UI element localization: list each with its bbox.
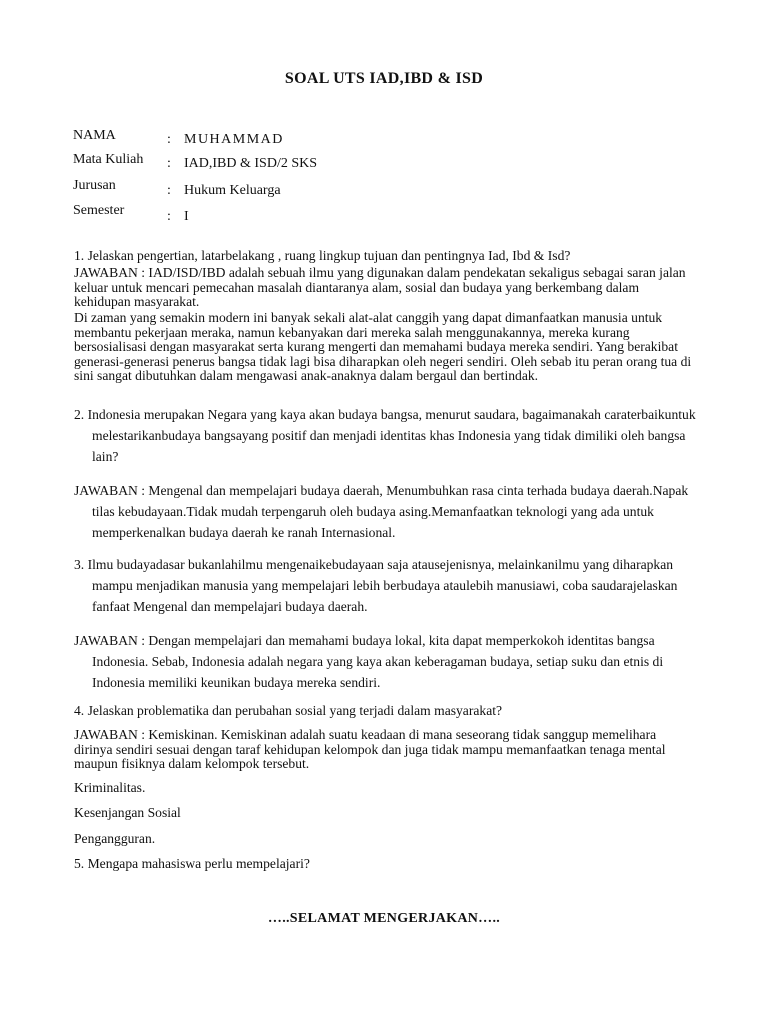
info-value-nama: MUHAMMAD [184, 132, 284, 147]
info-label-jurusan: Jurusan [73, 178, 116, 193]
question-3: 3. Ilmu budayadasar bukanlahilmu mengenaikebudayaan saja atausejenisnya, melainkanilmu yang diharapkan mampu menjadikan manusia yang mempelajari lebih berbudaya ataulebih manusiawi, coba saudarajelaskan fanfaat Mengenal dan mempelajari budaya daerah. [74, 557, 678, 614]
answer-1: JAWABAN : IAD/ISD/IBD adalah sebuah ilmu yang digunakan dalam pendekatan sekaligus sebagai saran jalan keluar untuk mencari pemecahan masalah diantaranya alam, sosial dan budaya yang berkembang dalam kehidupan masyarakat. [74, 265, 686, 309]
list-item: Kriminalitas. [74, 780, 146, 795]
question-4: 4. Jelaskan problematika dan perubahan sosial yang terjadi dalam masyarakat? [74, 703, 503, 718]
answer-2: JAWABAN : Mengenal dan mempelajari budaya daerah, Menumbuhkan rasa cinta terhada budaya daerah.Napak tilas kebudayaan.Tidak mudah terpengaruh oleh budaya asing.Memanfaatkan teknologi yang ada untuk memperkenalkan budaya daerah ke ranah Internasional. [74, 483, 689, 540]
info-label-semester: Semester [73, 203, 125, 218]
document-title: SOAL UTS IAD,IBD & ISD [284, 70, 484, 87]
question-1: 1. Jelaskan pengertian, latarbelakang , ruang lingkup tujuan dan pentingnya Iad, Ibd & Isd? [74, 248, 571, 263]
info-colon: : [167, 183, 171, 198]
closing-message: …..SELAMAT MENGERJAKAN….. [267, 911, 501, 926]
answer-4: JAWABAN : Kemiskinan. Kemiskinan adalah suatu keadaan di mana seseorang tidak sanggup memelihara dirinya sendiri sesuai dengan taraf kehidupan kelompok dan juga tidak mampu memanfaatkan tenaga mental maupun fisiknya dalam kelompok tersebut. [74, 727, 666, 771]
question-5: 5. Mengapa mahasiswa perlu mempelajari? [74, 856, 310, 871]
info-value-jurusan: Hukum Keluarga [184, 183, 281, 198]
info-label-mata-kuliah: Mata Kuliah [73, 152, 144, 167]
info-colon: : [167, 132, 171, 147]
info-value-mata-kuliah: IAD,IBD & ISD/2 SKS [184, 156, 318, 171]
answer-1-continued: Di zaman yang semakin modern ini banyak sekali alat-alat canggih yang dapat dimanfaatkan manusia untuk membantu pekerjaan meraka, namun kebanyakan dari mereka salah menggunakannya, mereka kurang bersosialisasi dengan masyarakat serta kurang mengerti dan memahami budaya mereka sendiri. Yang berakibat generasi-generasi penerus bangsa tidak lagi bisa diharapkan oleh negeri sendiri. Oleh sebab itu peran orang tua di sini sangat dibutuhkan dalam mengawasi anak-anaknya dalam bergaul dan bertindak. [74, 310, 692, 383]
info-colon: : [167, 209, 171, 224]
list-item: Pengangguran. [74, 831, 156, 846]
info-value-semester: I [184, 209, 189, 224]
info-label-nama: NAMA [73, 128, 116, 143]
info-colon: : [167, 156, 171, 171]
list-item: Kesenjangan Sosial [74, 805, 181, 820]
answer-3: JAWABAN : Dengan mempelajari dan memahami budaya lokal, kita dapat memperkokoh identitas bangsa Indonesia. Sebab, Indonesia adalah negara yang kaya akan keberagaman budaya, setiap suku dan etnis di Indonesia memiliki keunikan budaya mereka sendiri. [74, 633, 664, 690]
question-2: 2. Indonesia merupakan Negara yang kaya akan budaya bangsa, menurut saudara, bagaimanakah caraterbaikuntuk melestarikanbudaya bangsayang positif dan menjadi identitas khas Indonesia yang tidak dimiliki oleh bangsa lain? [74, 407, 696, 464]
